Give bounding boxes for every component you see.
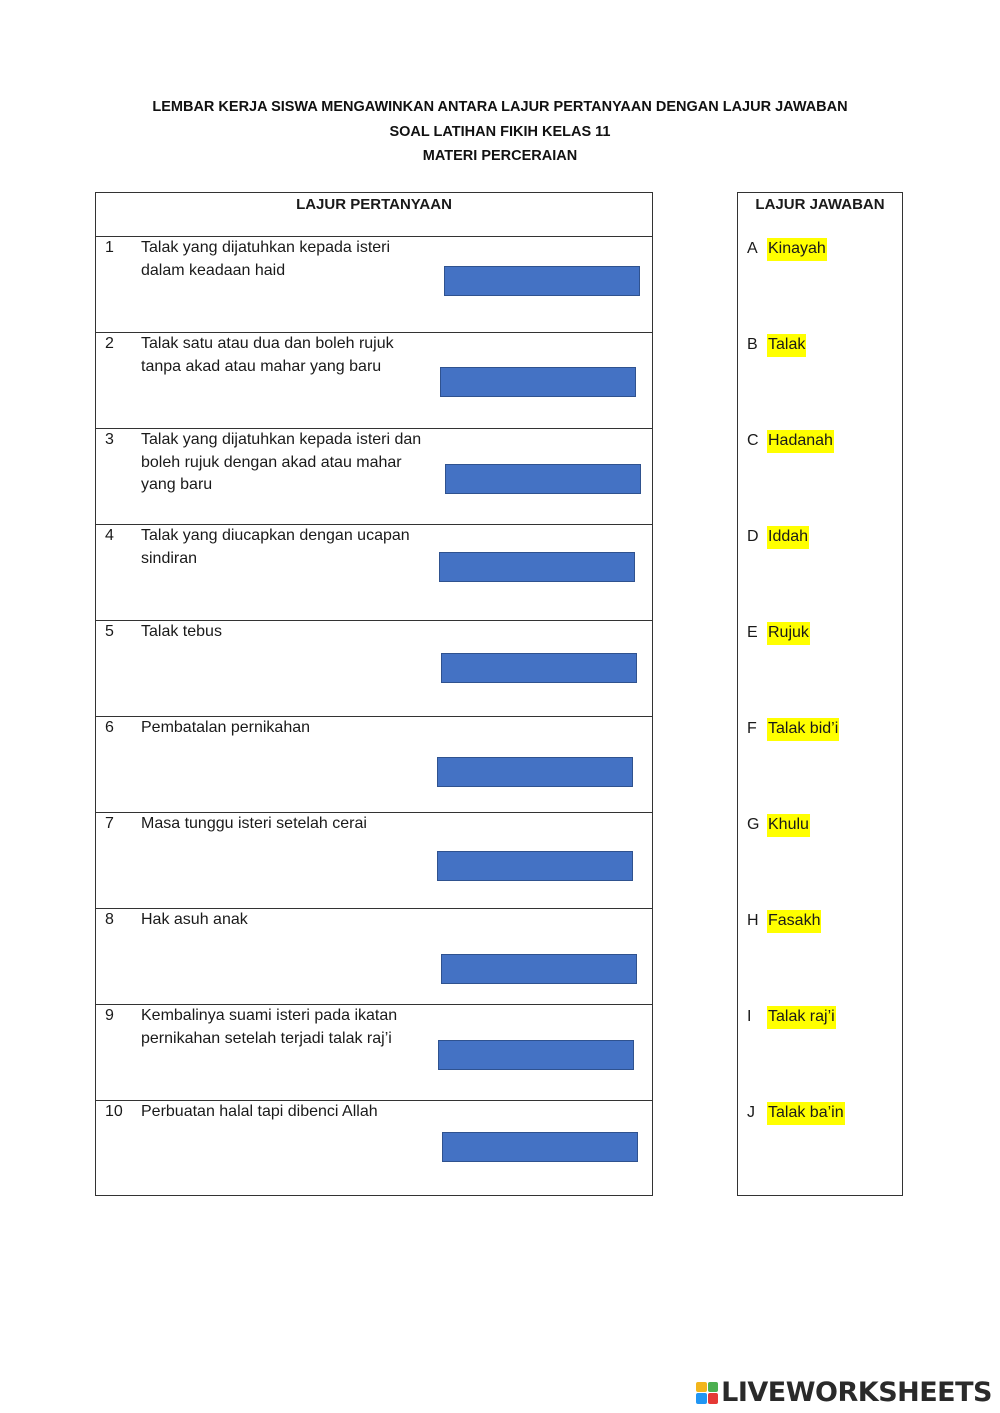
brand-name: LIVEWORKSHEETS [721, 1377, 992, 1408]
answer-option[interactable]: Talak raj’i [767, 1006, 836, 1029]
question-row [96, 717, 652, 813]
answer-row [738, 910, 902, 1006]
answer-option[interactable]: Kinayah [767, 238, 827, 261]
question-text: Hak asuh anak [141, 911, 248, 928]
question-row [96, 237, 652, 333]
question-number: 2 [105, 335, 114, 352]
answer-option[interactable]: Talak ba’in [767, 1102, 845, 1125]
question-column [95, 192, 653, 1196]
question-text: Perbuatan halal tapi dibenci Allah [141, 1103, 378, 1120]
question-row [96, 621, 652, 717]
question-text: Pembatalan pernikahan [141, 719, 311, 736]
question-number: 4 [105, 527, 114, 544]
answer-row [738, 622, 902, 718]
question-row [96, 909, 652, 1005]
answer-letter: E [747, 624, 758, 641]
answer-column [737, 192, 903, 1196]
answer-column-title: LAJUR JAWABAN [755, 196, 885, 213]
question-number: 6 [105, 719, 114, 736]
answer-letter: J [747, 1104, 755, 1121]
answer-drop-box-5[interactable] [441, 653, 637, 683]
question-number: 1 [105, 239, 114, 256]
answer-drop-box-9[interactable] [438, 1040, 634, 1070]
answer-drop-box-4[interactable] [439, 552, 635, 582]
answer-drop-box-8[interactable] [441, 954, 637, 984]
question-column-title: LAJUR PERTANYAAN [96, 193, 652, 237]
question-text: Talak satu atau dua dan boleh rujuk tanpa akad atau mahar yang baru [141, 335, 394, 375]
answer-letter: F [747, 720, 757, 737]
question-number: 3 [105, 431, 114, 448]
answer-drop-box-2[interactable] [440, 367, 636, 397]
question-number: 7 [105, 815, 114, 832]
question-text: Talak yang diucapkan dengan ucapan sindiran [141, 527, 410, 567]
question-number: 8 [105, 911, 114, 928]
answer-row [738, 814, 902, 910]
answer-option[interactable]: Rujuk [767, 622, 810, 645]
answer-drop-box-3[interactable] [445, 464, 641, 494]
liveworksheets-brand [696, 1377, 992, 1408]
question-row [96, 813, 652, 909]
answer-row [738, 718, 902, 814]
header-topic: MATERI PERCERAIAN [422, 148, 578, 164]
question-text: Talak yang dijatuhkan kepada isteri dan boleh rujuk dengan akad atau mahar yang baru [141, 431, 422, 493]
worksheet-header [0, 95, 1000, 169]
answer-letter: C [747, 432, 759, 449]
question-row [96, 1101, 652, 1197]
question-number: 9 [105, 1007, 114, 1024]
answer-drop-box-7[interactable] [437, 851, 633, 881]
question-number: 5 [105, 623, 114, 640]
answer-letter: G [747, 816, 760, 833]
answer-row [738, 1102, 902, 1198]
answer-row [738, 430, 902, 526]
answer-row [738, 526, 902, 622]
question-row [96, 525, 652, 621]
answer-letter: D [747, 528, 759, 545]
answer-drop-box-10[interactable] [442, 1132, 638, 1162]
header-title: LEMBAR KERJA SISWA MENGAWINKAN ANTARA LAJUR PERTANYAAN DENGAN LAJUR JAWABAN [152, 99, 848, 115]
answer-row [738, 334, 902, 430]
question-text: Kembalinya suami isteri pada ikatan pernikahan setelah terjadi talak raj’i [141, 1007, 398, 1047]
answer-option[interactable]: Iddah [767, 526, 809, 549]
answer-letter: B [747, 336, 758, 353]
answer-option[interactable]: Talak bid’i [767, 718, 839, 741]
question-text: Masa tunggu isteri setelah cerai [141, 815, 367, 832]
header-subtitle: SOAL LATIHAN FIKIH KELAS 11 [389, 123, 611, 140]
question-text: Talak tebus [141, 623, 222, 640]
question-row [96, 429, 652, 525]
answer-letter: I [747, 1008, 752, 1025]
question-row [96, 1005, 652, 1101]
liveworksheets-logo-icon [696, 1382, 718, 1404]
answer-letter: A [747, 240, 758, 257]
answer-row [738, 1006, 902, 1102]
answer-drop-box-6[interactable] [437, 757, 633, 787]
answer-option[interactable]: Hadanah [767, 430, 834, 453]
question-number: 10 [105, 1103, 123, 1120]
question-row [96, 333, 652, 429]
answer-option[interactable]: Khulu [767, 814, 810, 837]
answer-drop-box-1[interactable] [444, 266, 640, 296]
answer-row [738, 238, 902, 334]
question-text: Talak yang dijatuhkan kepada isteri dalam keadaan haid [141, 239, 391, 279]
answer-option[interactable]: Fasakh [767, 910, 821, 933]
answer-option[interactable]: Talak [767, 334, 806, 357]
answer-letter: H [747, 912, 759, 929]
